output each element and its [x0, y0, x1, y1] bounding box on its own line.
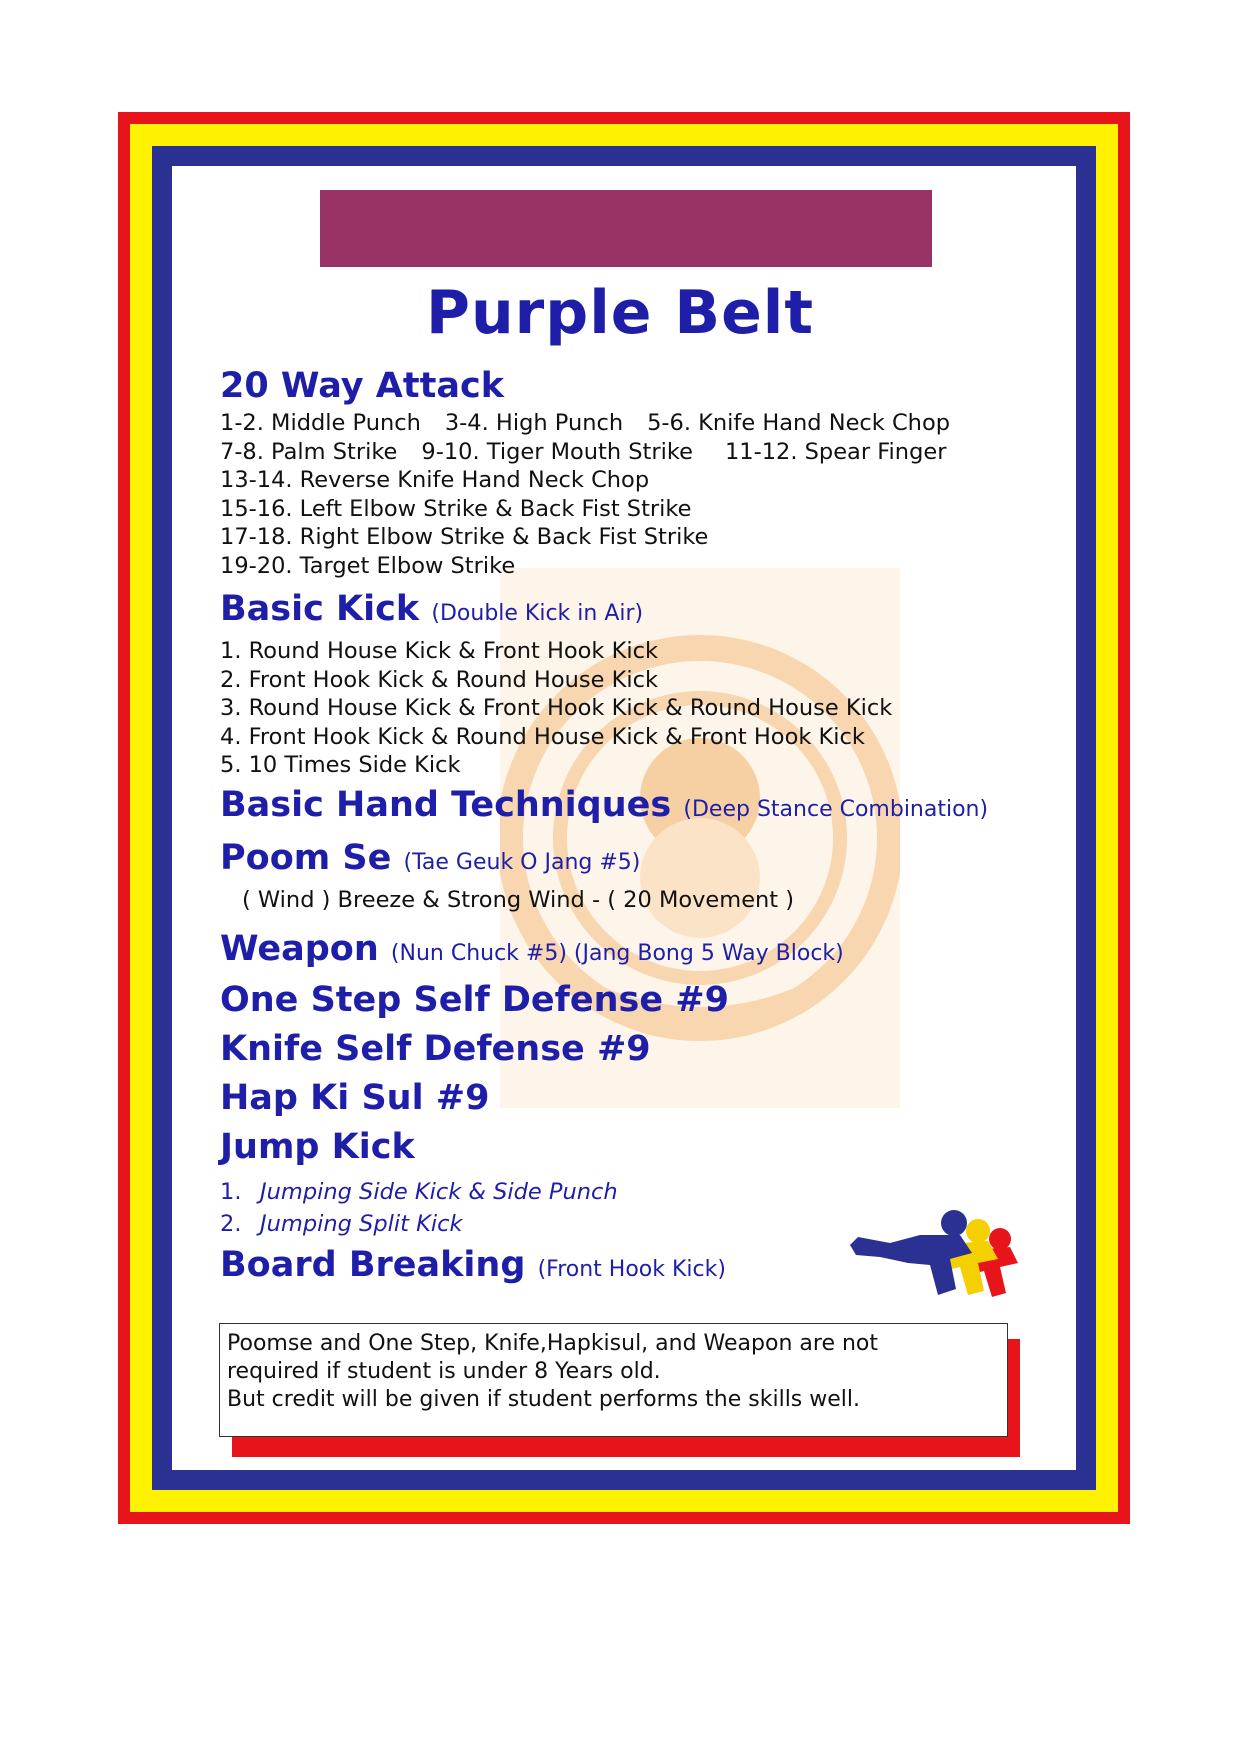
poomse-detail: ( Wind ) Breeze & Strong Wind - ( 20 Movement ) — [242, 886, 795, 913]
list-item — [220, 438, 1060, 467]
list-item-text: 9-10. Tiger Mouth Strike — [421, 438, 693, 465]
list-item-number: 1. — [220, 1179, 242, 1205]
heading-subtext: (Nun Chuck #5) (Jang Bong 5 Way Block) — [390, 941, 844, 966]
note-line: But credit will be given if student performs the skills well. — [227, 1387, 861, 1412]
list-item-text: 3-4. High Punch — [444, 410, 624, 436]
kicking-fighter-logo — [850, 1205, 1026, 1309]
heading-text: Poom Se — [220, 837, 392, 878]
heading-text: Basic Kick — [220, 589, 420, 629]
list-item: 15-16. Left Elbow Strike & Back Fist Strike — [220, 495, 692, 522]
heading-subtext: (Double Kick in Air) — [431, 601, 644, 626]
heading-subtext: (Tae Geuk O Jang #5) — [403, 849, 641, 875]
heading-text: Basic Hand Techniques — [220, 784, 672, 825]
section-heading-knife-defense: Knife Self Defense #9 — [220, 1029, 651, 1069]
list-item-text: 7-8. Palm Strike — [220, 438, 398, 465]
list-item: 2. Front Hook Kick & Round House Kick — [220, 666, 658, 693]
section-heading-one-step: One Step Self Defense #9 — [220, 980, 729, 1020]
section-heading-weapon — [220, 926, 1060, 977]
purple-belt-swatch — [320, 190, 932, 267]
list-item-text: 5-6. Knife Hand Neck Chop — [647, 410, 950, 436]
section-heading-poom-se — [220, 835, 1060, 886]
note-line: required if student is under 8 Years old. — [227, 1359, 661, 1384]
list-item: 5. 10 Times Side Kick — [220, 752, 461, 778]
section-heading-basic-hand — [220, 782, 1060, 833]
list-item — [220, 409, 1060, 438]
list-item: 1. Round House Kick & Front Hook Kick — [220, 638, 658, 664]
heading-subtext: (Deep Stance Combination) — [683, 796, 989, 822]
list-item: 19-20. Target Elbow Strike — [220, 552, 516, 579]
requirements-list — [220, 363, 1060, 1293]
list-item-number: 2. — [220, 1211, 242, 1237]
list-item — [220, 1176, 1060, 1208]
heading-text: Board Breaking — [220, 1245, 526, 1285]
list-item: 3. Round House Kick & Front Hook Kick & Round House Kick — [220, 695, 893, 721]
list-item-text: Jumping Split Kick — [260, 1211, 463, 1237]
section-heading-hapkisul: Hap Ki Sul #9 — [220, 1078, 490, 1118]
list-item: 4. Front Hook Kick & Round House Kick & Front Hook Kick — [220, 723, 865, 750]
section-heading-basic-kick — [220, 586, 1060, 637]
list-item: 13-14. Reverse Knife Hand Neck Chop — [220, 467, 650, 493]
heading-subtext: (Front Hook Kick) — [537, 1257, 726, 1282]
age-requirement-note — [219, 1323, 1008, 1437]
list-item-text: 11-12. Spear Finger — [724, 438, 947, 465]
page-title: Purple Belt — [425, 278, 815, 348]
note-line: Poomse and One Step, Knife,Hapkisul, and Weapon are not — [227, 1331, 878, 1356]
list-item: 17-18. Right Elbow Strike & Back Fist Strike — [220, 524, 709, 550]
section-heading-20-way-attack: 20 Way Attack — [220, 366, 504, 406]
section-heading-jump-kick: Jump Kick — [220, 1127, 415, 1167]
heading-text: Weapon — [220, 929, 379, 969]
list-item-text: Jumping Side Kick & Side Punch — [260, 1179, 618, 1205]
list-item-text: 1-2. Middle Punch — [220, 410, 421, 436]
